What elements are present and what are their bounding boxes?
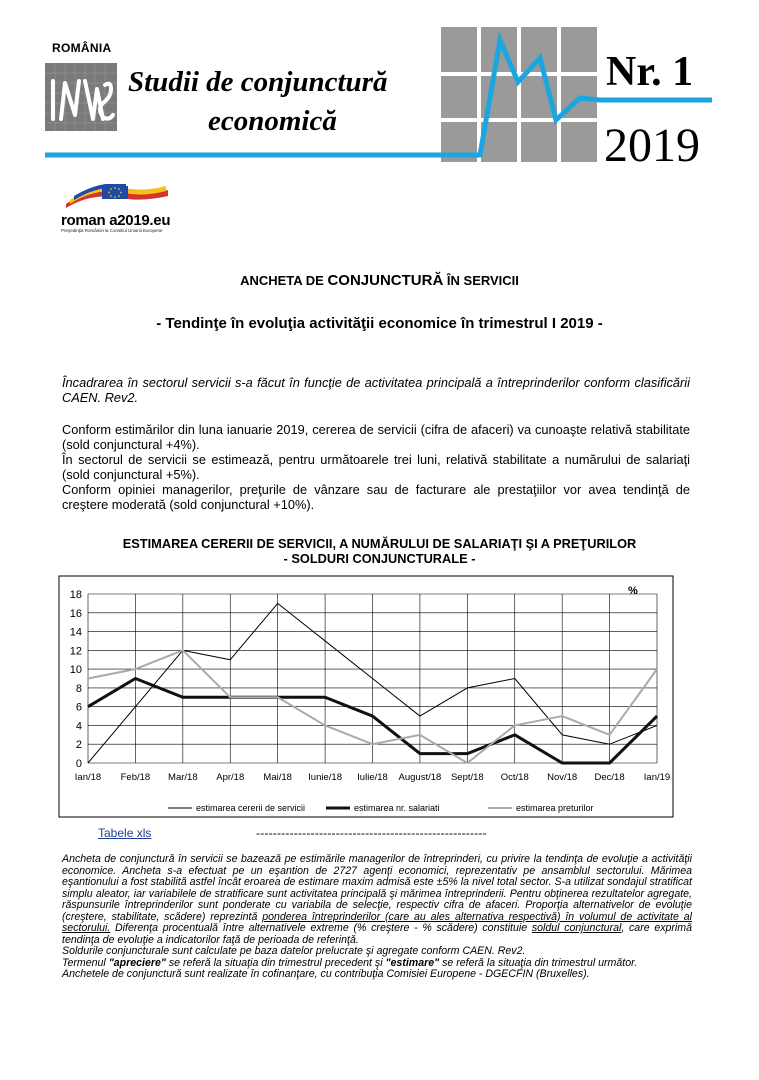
legend-label: estimarea cererii de servicii <box>196 803 306 813</box>
publication-title-line2: economică <box>208 105 337 137</box>
x-tick-label: Iulie/18 <box>357 772 388 783</box>
presidency-flag-logo <box>62 184 172 212</box>
legend-label: estimarea nr. salariati <box>354 803 440 813</box>
separator-dashes: ------------------------------------------------------- <box>256 826 487 840</box>
y-tick-label: 8 <box>75 682 82 695</box>
x-tick-label: Mai/18 <box>263 772 292 783</box>
intro-paragraph: Încadrarea în sectorul servicii s-a făcut în funcţie de activitatea principală a întreprinderilor conform clasificării CAEN. Rev2. <box>62 375 690 405</box>
note-cofinancing: Anchetele de conjunctură sunt realizate în cofinanţare, cu contribuţia Comisiei Europene - DGECFIN (Bruxelles). <box>62 968 590 980</box>
y-tick-label: 16 <box>69 607 82 620</box>
x-tick-label: Sept/18 <box>450 772 484 783</box>
note-terms: Termenul "apreciere" se referă la situaţia din trimestrul precedent şi "estimare" se referă la situaţia din trimestrul următor. <box>62 956 638 969</box>
y-tick-label: 12 <box>69 645 82 658</box>
x-tick-label: Ian/18 <box>74 772 102 783</box>
y-tick-label: 6 <box>75 701 82 714</box>
publication-title-line1: Studii de conjunctură <box>128 66 388 98</box>
issue-number: Nr. 1 <box>606 49 694 95</box>
title-prefix: ANCHETA DE <box>240 273 328 288</box>
issue-year: 2019 <box>604 119 700 172</box>
y-tick-label: 18 <box>69 589 82 601</box>
grey-blocks <box>441 27 597 162</box>
employment-paragraph: În sectorul de servicii se estimează, pentru următoarele trei luni, relativă stabilitate a numărului de salariaţi (sold conjunctural +5%). <box>62 452 690 482</box>
demand-paragraph: Conform estimărilor din luna ianuarie 2019, cererea de servicii (cifra de afaceri) va cunoaşte relativă stabilitate (sold conjunctural +4%). <box>62 422 690 452</box>
note-methodology: Ancheta de conjunctură în servicii se bazează pe estimările managerilor de întreprinderi, cu privire la tendinţa de evoluţie a activităţii economice. Ancheta s-a efectuat pe un eşantion de 2727 agenţi economici, reprezentativ pe ansamblul sectorului. Mărimea eşantionului a fost stabilită astfel încât eroarea de estimare maxim admisă este ±5% la nivel total sector. S-a utilizat sondajul stratificat simplu aleator, iar variabilele de stratificare sunt activitatea principală şi mărimea întreprinderii. Pentru obţinerea rezultatelor agregate, răspunsurile întreprinderilor sunt ponderate cu variabila de selecţie, respectiv cifra de afaceri. Proporţia alternativelor de evoluţie (creştere, stabilitate, scădere) reprezintă ponderea întreprinderilor (care au ales alternativa respectivă) în volumul de activitate al sectorului. Diferenţa procentuală între alternativele extreme (% creştere - % scădere) constituie soldul conjunctural, care exprimă tendinţa de evoluţie a indicatorilor faţă de perioada de referinţă. <box>62 853 693 946</box>
x-tick-label: Oct/18 <box>500 772 529 783</box>
unit-label: % <box>628 585 638 597</box>
x-tick-label: Iunie/18 <box>308 772 342 783</box>
y-tick-label: 4 <box>75 720 82 733</box>
note-caen: Soldurile conjuncturale sunt calculate pe baza datelor prelucrate şi agregate conform CAEN. Rev2. <box>62 945 526 957</box>
page-subtitle: - Tendinţe în evoluţia activităţii economice în trimestrul I 2019 - <box>156 315 603 332</box>
ins-logo <box>45 63 117 131</box>
x-tick-label: Dec/18 <box>594 772 625 783</box>
tables-xls-link[interactable]: Tabele xls <box>98 826 152 840</box>
title-suffix: ÎN SERVICII <box>443 273 519 288</box>
legend-label: estimarea preturilor <box>516 803 594 813</box>
line-chart <box>58 575 676 819</box>
x-tick-label: Nov/18 <box>547 772 578 783</box>
presidency-brand: roman a2019.eu <box>61 212 171 229</box>
x-tick-label: Feb/18 <box>120 772 151 783</box>
x-tick-label: Apr/18 <box>216 772 245 783</box>
y-tick-label: 10 <box>69 664 82 677</box>
chart-title: ESTIMAREA CERERII DE SERVICII, A NUMĂRULUI DE SALARIAŢI ŞI A PREŢURILOR <box>122 536 637 551</box>
x-tick-label: August/18 <box>398 772 442 783</box>
y-tick-label: 2 <box>75 739 82 752</box>
prices-paragraph: Conform opiniei managerilor, preţurile de vânzare sau de facturare ale prestaţiilor vor avea tendinţă de creştere moderată (sold conjunctural +10%). <box>62 482 690 512</box>
country-label: ROMÂNIA <box>52 41 112 55</box>
methodology-notes <box>62 854 692 981</box>
x-tick-label: Ian/19 <box>643 772 671 783</box>
presidency-subtitle: Preşedinţia României la Consiliul Uniunii Europene <box>61 228 163 233</box>
y-tick-label: 14 <box>69 626 82 639</box>
y-tick-label: 0 <box>75 758 82 770</box>
title-emphasis: CONJUNCTURĂ <box>327 272 444 289</box>
ins-logo-icon <box>45 63 117 131</box>
chart-subtitle: - SOLDURI CONJUNCTURALE - <box>283 551 476 566</box>
x-tick-label: Mar/18 <box>168 772 198 783</box>
page-title <box>0 272 759 289</box>
